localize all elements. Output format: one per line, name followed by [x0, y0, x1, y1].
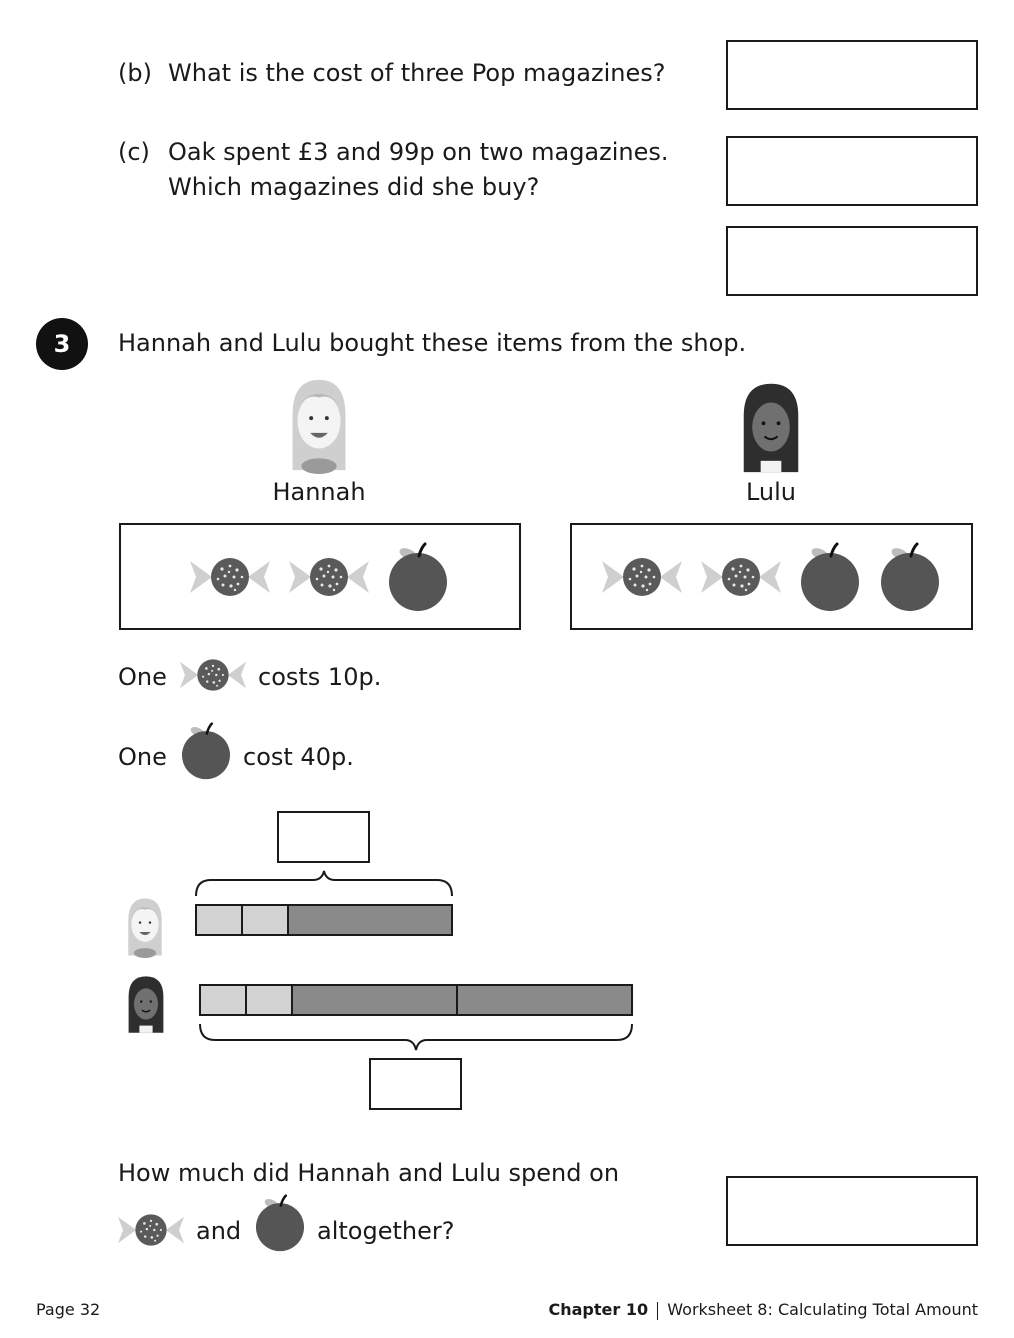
sweet-icon [118, 1211, 184, 1249]
sweet-segment [201, 986, 247, 1014]
final-question-line1: How much did Hannah and Lulu spend on [118, 1159, 620, 1187]
hannah-face-icon [122, 896, 168, 958]
sweet-segment [243, 906, 289, 934]
sweet-segment [197, 906, 243, 934]
question-c-line1: Oak spent £3 and 99p on two magazines. [168, 138, 669, 166]
sweet-segment [247, 986, 293, 1014]
apple-segment [289, 906, 451, 934]
lulu-face-icon [738, 380, 804, 474]
question-b-text: What is the cost of three Pop magazines? [168, 59, 666, 87]
sweet-icon [289, 555, 369, 599]
lulu-brace [199, 1022, 633, 1052]
question-c-line2: Which magazines did she buy? [168, 173, 540, 201]
chapter-footer [548, 1300, 978, 1320]
answer-box-b[interactable] [726, 40, 978, 110]
lulu-name: Lulu [745, 478, 797, 506]
sweet-price-end: costs 10p. [258, 663, 382, 691]
apple-icon [386, 542, 450, 612]
sweet-icon [180, 656, 246, 694]
lulu-bar [199, 984, 633, 1016]
apple-icon [878, 542, 942, 612]
apple-segment [458, 986, 631, 1014]
answer-box-c2[interactable] [726, 226, 978, 296]
apple-icon [178, 722, 234, 780]
apple-price-start: One [118, 743, 167, 771]
hannah-total-box[interactable] [277, 811, 370, 863]
hannah-bar [195, 904, 453, 936]
chapter-label: Chapter 10 [548, 1300, 649, 1319]
answer-box-c1[interactable] [726, 136, 978, 206]
sweet-price-start: One [118, 663, 167, 691]
final-question-end: altogether? [317, 1217, 455, 1245]
sweet-icon [190, 555, 270, 599]
question-b-label: (b) [118, 59, 152, 87]
footer-divider [657, 1302, 658, 1320]
hannah-name: Hannah [272, 478, 366, 506]
question-3-intro: Hannah and Lulu bought these items from the shop. [118, 329, 747, 357]
worksheet-title: Worksheet 8: Calculating Total Amount [667, 1300, 978, 1319]
sweet-icon [602, 555, 682, 599]
hannah-brace [195, 870, 453, 898]
lulu-total-box[interactable] [369, 1058, 462, 1110]
apple-price-end: cost 40p. [243, 743, 354, 771]
final-question-and: and [196, 1217, 242, 1245]
lulu-face-icon [124, 974, 168, 1034]
apple-icon [798, 542, 862, 612]
hannah-face-icon [284, 376, 354, 474]
apple-segment [293, 986, 458, 1014]
sweet-icon [701, 555, 781, 599]
page-number: Page 32 [36, 1300, 101, 1319]
answer-box-final[interactable] [726, 1176, 978, 1246]
question-3-number: 3 [36, 318, 88, 370]
question-c-label: (c) [118, 138, 150, 166]
apple-icon [252, 1194, 308, 1252]
